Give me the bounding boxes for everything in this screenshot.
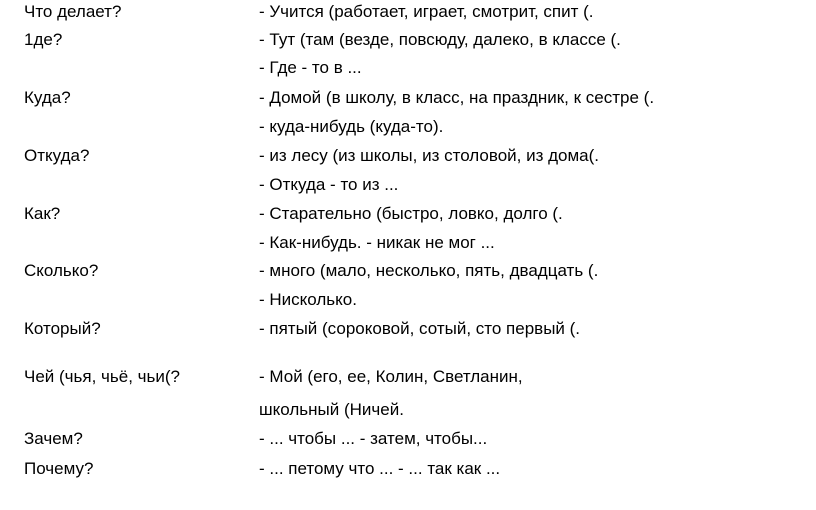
- answer-where-from-2: - Откуда - то из ...: [259, 175, 399, 194]
- question-where-from: Откуда?: [24, 146, 90, 165]
- question-where-to: Куда?: [24, 88, 71, 107]
- question-where: 1де?: [24, 30, 63, 49]
- answer-how-many-2: - Нисколько.: [259, 290, 357, 309]
- question-why-for: Зачем?: [24, 429, 83, 448]
- question-whose: Чей (чья, чьё, чьи(?: [24, 367, 180, 386]
- answer-what-does: - Учится (работает, играет, смотрит, спит (.: [259, 2, 594, 21]
- question-why: Почему?: [24, 459, 94, 478]
- answer-which: - пятый (сороковой, сотый, сто первый (.: [259, 319, 581, 338]
- question-what-does: Что делает?: [24, 2, 122, 21]
- answer-how: - Старательно (быстро, ловко, долго (.: [259, 204, 563, 223]
- answer-why-for: - ... чтобы ... - затем, чтобы...: [259, 429, 488, 448]
- answer-where-to-2: - куда-нибудь (куда-то).: [259, 117, 444, 136]
- answer-where-to: - Домой (в школу, в класс, на праздник, к сестре (.: [259, 88, 655, 107]
- answer-how-many: - много (мало, несколько, пять, двадцать (.: [259, 261, 599, 280]
- question-how-many: Сколько?: [24, 261, 99, 280]
- answer-whose: - Мой (его, ее, Колин, Светланин,: [259, 367, 523, 386]
- answer-where: - Тут (там (везде, повсюду, далеко, в классе (.: [259, 30, 621, 49]
- answer-where-from: - из лесу (из школы, из столовой, из дома(.: [259, 146, 600, 165]
- answer-where-2: - Где - то в ...: [259, 58, 362, 77]
- answer-whose-2: школьный (Ничей.: [259, 400, 404, 419]
- question-how: Как?: [24, 204, 61, 223]
- answer-why: - ... петому что ... - ... так как ...: [259, 459, 501, 478]
- answer-how-2: - Как-нибудь. - никак не мог ...: [259, 233, 495, 252]
- question-which: Который?: [24, 319, 101, 338]
